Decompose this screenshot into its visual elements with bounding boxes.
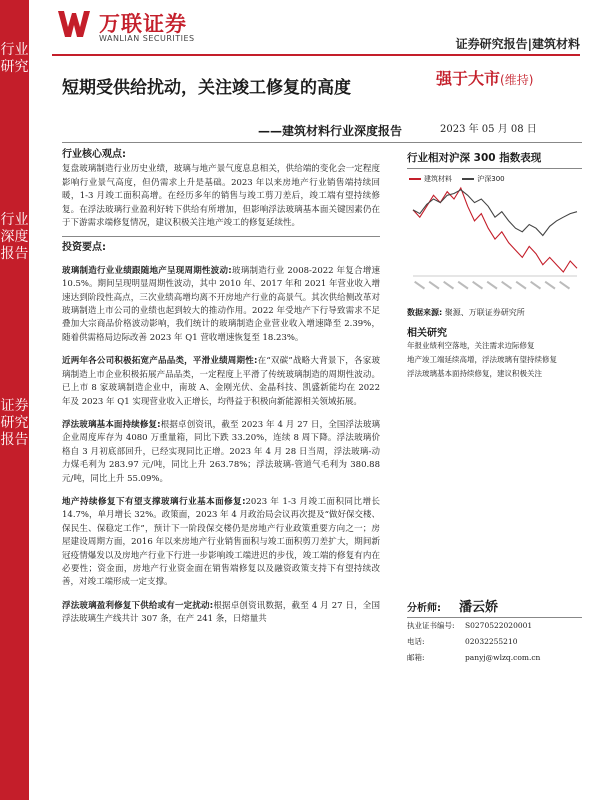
paragraph-body: 根据卓创资讯，截至 2023 年 4 月 27 日，全国浮法玻璃企业周度库存为 4080 万重量箱，同比下跌 33.20%，连续 8 周下降。浮法玻璃价格自 3 月初底部回升，已经实现同比正增。2023 年 4 月 28 日当周，浮法玻璃-动力煤毛利为 283.97 元/吨，同比上升 263.78%；浮法玻璃-管道气毛利为 380.88 元/吨，同比上升 55.09%。 [62, 419, 380, 484]
source-text: 聚源、万联证券研究所 [444, 308, 525, 317]
rating-note: (维持) [500, 73, 534, 87]
legend-swatch [462, 178, 474, 180]
series-line-index [413, 190, 577, 236]
side-label-securities-report: 证券研究报告 [0, 398, 29, 448]
analyst-info-row [407, 650, 582, 666]
x-tick-label [414, 281, 425, 290]
paragraph-body: 玻璃制造行业 2008-2022 年复合增速 10.5%。期间呈现明显周期性波动，其中 2010 年、2017 年和 2021 年营业收入增速达到阶段性高点，三次业绩高增均离不开房地产行业的高景气。其次供给侧改革对玻璃制造上市公司的业绩也起到较大的推动作用。2022 年受地产下行导致需求不足叠加大宗商品价格波动影响，我们统计的玻璃制造企业营业收入增速降至 2.39%，随着供需格局边际改善 2023 年 Q1 营收增速恢复至 18.23%。 [62, 265, 380, 343]
analyst-info-row [407, 618, 582, 634]
source-label: 数据来源: [407, 308, 443, 317]
analyst-name: 潘云娇 [459, 600, 499, 615]
legend-label: 沪深300 [477, 175, 505, 183]
legend-swatch [409, 178, 421, 180]
x-tick-label [472, 281, 483, 290]
side-label-deep-report: 行业深度报告 [0, 212, 29, 262]
logo-english-name: WANLIAN SECURITIES [99, 34, 195, 43]
paragraph [62, 419, 380, 486]
analyst-info-row [407, 634, 582, 650]
company-logo [57, 5, 237, 45]
analyst-email[interactable]: panyj@wlzq.com.cn [465, 653, 541, 662]
related-item[interactable]: 地产竣工端延续高增，浮法玻璃有望持续修复 [407, 355, 557, 364]
paragraph-body: 2023 年 1-3 月竣工面积同比增长 14.7%，单月增长 32%。政策面，2023 年 4 月政治局会议再次提及“做好保交楼、保民生、保稳定工作”，预计下一阶段保交楼仍是房地产行业政策重要方向之一；房屋建设周期方面，2016 年以来房地产行业销售面积与竣工面积剪刀差扩大，期间新冠疫情爆发以及房地产行业下行进一步影响竣工端进迟的步伐，竣工端的修复有内在必要性；资金面，房地产行业资金面在销售端修复以及融资政策支持下有望持续改善，对竣工端形成一定支撑。 [62, 496, 380, 588]
legend-item-sector [409, 174, 452, 184]
rating [436, 66, 533, 89]
chart-title: 行业相对沪深 300 指数表现 [407, 150, 582, 169]
paragraph-body: 在“双碳”战略大背景下，各家玻璃制造上市企业积极拓展产品品类，一定程度上平滑了传统玻璃制造的周期性波动。已上市 8 家玻璃制造企业中，南玻 A、金刚光伏、金晶科技、凯盛新能均在 2022 年及 2023 年 Q1 实现营业收入正增长，均得益于积极向新能源相关领域拓展。 [62, 356, 380, 407]
core-heading: 行业核心观点: [62, 149, 126, 160]
info-key: 执业证书编号: [407, 621, 455, 630]
relative-performance-chart [407, 172, 582, 297]
x-tick-label [545, 281, 556, 290]
data-source [407, 307, 582, 318]
legend-label: 建筑材料 [424, 175, 452, 183]
paragraph-lead: 浮法玻璃盈利修复下供给或有一定扰动: [62, 600, 214, 611]
paragraph-body: 根据卓创资讯数据，截至 4 月 27 日，全国浮法玻璃生产线共计 307 条，在产 241 条，日熔量共 [62, 600, 380, 625]
summary-divider [62, 236, 380, 237]
logo-chinese-name: 万联证券 [99, 12, 187, 36]
report-subtitle: ——建筑材料行业深度报告 [257, 124, 402, 138]
info-value: 02032255210 [465, 637, 518, 646]
related-heading: 相关研究 [407, 328, 447, 339]
paragraph-lead: 地产持续修复下有望支撑玻璃行业基本面修复: [62, 496, 246, 507]
x-tick-label [559, 281, 570, 290]
analyst-label: 分析师: [407, 603, 441, 614]
info-key: 邮箱: [407, 653, 425, 662]
x-tick-label [516, 281, 527, 290]
title-divider [62, 142, 582, 143]
paragraph-lead: 玻璃制造行业业绩跟随地产呈现周期性波动: [62, 265, 232, 276]
info-value: S0270522020001 [465, 621, 533, 630]
header-divider [52, 54, 580, 56]
core-summary: 复盘玻璃制造行业历史业绩，玻璃与地产景气度息息相关，供给端的变化会一定程度影响行业景气高度，但仍需求上升是基础。2023 年以来房地产行业销售端持续回暖，1-3 月竣工面积高增。在经历多年的销售与竣工剪刀差后，竣工端有望持续修复。在浮法玻璃行业盈利好转下供给有所增加，但影响浮法玻璃基本面关键因素仍在于下游需求端修复情况，建议积极关注地产竣工的修复延续性。 [62, 164, 380, 229]
analyst-name-row [407, 596, 582, 618]
paragraph-lead: 浮法玻璃基本面持续修复: [62, 419, 161, 430]
related-research [407, 324, 582, 381]
side-label-research: 行业研究 [0, 42, 29, 75]
related-item[interactable]: 浮法玻璃基本面持续修复，建议积极关注 [407, 369, 542, 378]
paragraph [62, 265, 380, 345]
side-bar [0, 0, 29, 800]
report-category: 证券研究报告|建筑材料 [455, 37, 580, 51]
x-tick-label [487, 281, 498, 290]
x-tick-label [429, 281, 440, 290]
chart-svg [407, 172, 582, 297]
paragraph [62, 355, 380, 409]
main-column [62, 148, 380, 627]
paragraph [62, 600, 380, 627]
related-item[interactable]: 年报业绩利空落地，关注需求边际修复 [407, 341, 535, 350]
paragraph-lead: 近两年各公司积极拓宽产品品类，平滑业绩周期性: [62, 356, 258, 367]
chart-legend [409, 174, 513, 184]
x-tick-label [530, 281, 541, 290]
x-tick-label [458, 281, 469, 290]
right-column [407, 150, 582, 381]
analyst-box [407, 596, 582, 666]
report-date: 2023 年 05 月 08 日 [440, 124, 537, 135]
rating-value: 强于大市 [436, 69, 501, 88]
points-heading: 投资要点: [62, 242, 106, 254]
paragraph [62, 496, 380, 590]
legend-item-index [462, 174, 504, 184]
wanlian-logo-icon [57, 9, 91, 39]
info-key: 电话: [407, 637, 425, 646]
x-tick-label [443, 281, 454, 290]
report-title: 短期受供给扰动，关注竣工修复的高度 [62, 78, 351, 98]
x-tick-label [501, 281, 512, 290]
